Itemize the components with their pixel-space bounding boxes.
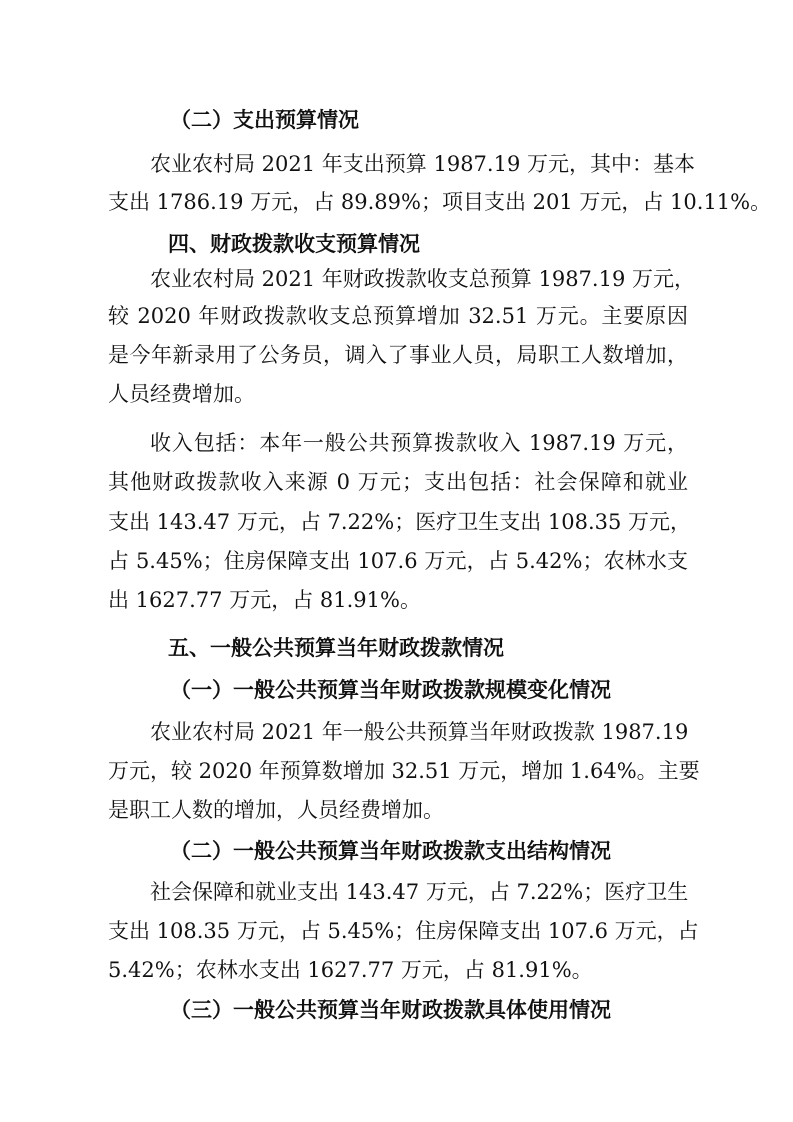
paragraph-line: 支出 143.47 万元，占 7.22%；医疗卫生支出 108.35 万元， xyxy=(108,510,692,534)
paragraph-line: 支出 108.35 万元，占 5.45%；住房保障支出 107.6 万元，占 xyxy=(108,919,699,943)
section-heading-expense-budget: （二）支出预算情况 xyxy=(170,108,359,132)
paragraph-line: 收入包括：本年一般公共预算拨款收入 1987.19 万元， xyxy=(150,431,688,455)
subsection-heading-5-2: （二）一般公共预算当年财政拨款支出结构情况 xyxy=(170,839,611,863)
section-heading-5: 五、一般公共预算当年财政拨款情况 xyxy=(168,636,504,660)
paragraph-line: 农业农村局 2021 年财政拨款收支总预算 1987.19 万元， xyxy=(150,267,695,291)
paragraph-line: 5.42%；农林水支出 1627.77 万元，占 81.91%。 xyxy=(108,958,593,982)
paragraph-line: 占 5.45%；住房保障支出 107.6 万元，占 5.42%；农林水支 xyxy=(108,549,688,573)
paragraph-line: 农业农村局 2021 年支出预算 1987.19 万元，其中：基本 xyxy=(150,152,695,176)
section-heading-4: 四、财政拨款收支预算情况 xyxy=(168,232,420,256)
paragraph-line: 较 2020 年财政拨款收支总预算增加 32.51 万元。主要原因 xyxy=(108,304,688,328)
subsection-heading-5-1: （一）一般公共预算当年财政拨款规模变化情况 xyxy=(170,678,611,702)
paragraph-line: 社会保障和就业支出 143.47 万元，占 7.22%；医疗卫生 xyxy=(150,880,689,904)
paragraph-line: 支出 1786.19 万元，占 89.89%；项目支出 201 万元，占 10.11%。 xyxy=(108,190,772,214)
paragraph-line: 是职工人数的增加，人员经费增加。 xyxy=(108,798,444,822)
paragraph-line: 是今年新录用了公务员，调入了事业人员，局职工人数增加， xyxy=(108,343,688,367)
paragraph-line: 其他财政拨款收入来源 0 万元；支出包括：社会保障和就业 xyxy=(108,470,688,494)
paragraph-line: 农业农村局 2021 年一般公共预算当年财政拨款 1987.19 xyxy=(150,720,689,744)
paragraph-line: 万元，较 2020 年预算数增加 32.51 万元，增加 1.64%。主要 xyxy=(108,759,700,783)
paragraph-line: 人员经费增加。 xyxy=(108,382,255,406)
subsection-heading-5-3: （三）一般公共预算当年财政拨款具体使用情况 xyxy=(170,998,611,1022)
paragraph-line: 出 1627.77 万元，占 81.91%。 xyxy=(108,588,421,612)
